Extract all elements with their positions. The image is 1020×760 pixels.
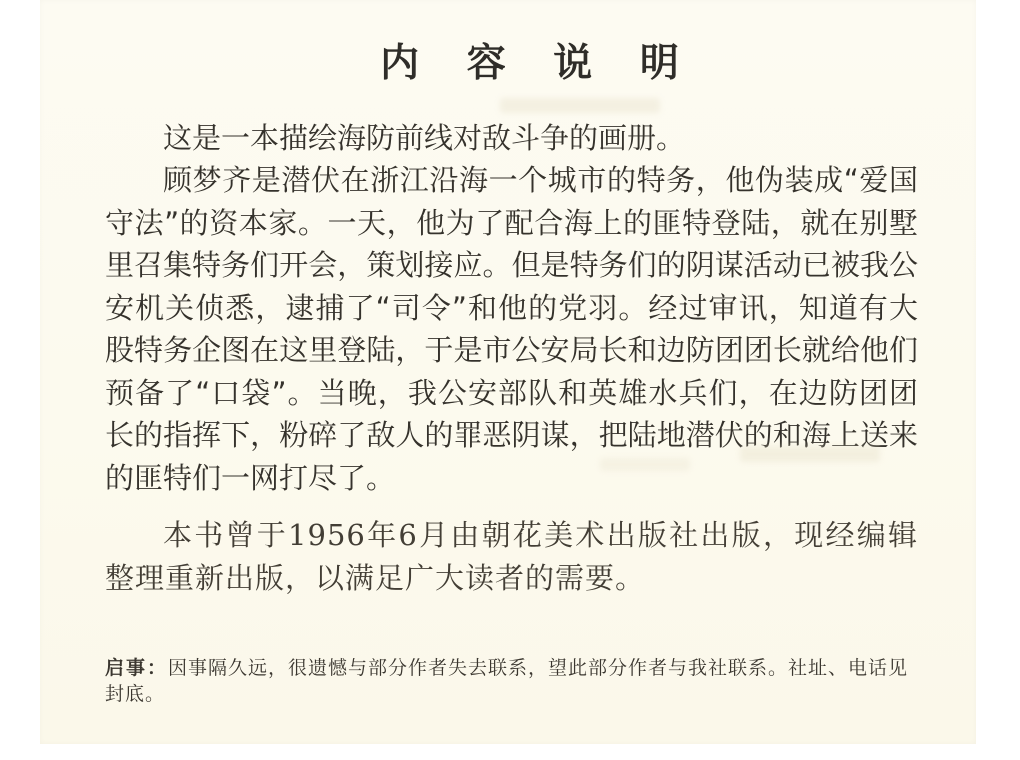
publisher-notice	[105, 655, 925, 707]
notice-text: 因事隔久远，很遗憾与部分作者失去联系，望此部分作者与我社联系。社址、电话见封底。	[105, 657, 909, 705]
content-description-body	[105, 117, 918, 600]
republication-paragraph: 本书曾于1956年6月由朝花美术出版社出版，现经编辑整理重新出版，以满足广大读者的需要。	[105, 518, 918, 595]
synopsis-paragraph: 顾梦齐是潜伏在浙江沿海一个城市的特务，他伪装成“爱国守法”的资本家。一天，他为了配合海上的匪特登陆，就在别墅里召集特务们开会，策划接应。但是特务们的阴谋活动已被我公安机关侦悉，逮捕了“司令”和他的党羽。经过审讯，知道有大股特务企图在这里登陆，于是市公安局长和边防团团长就给他们预备了“口袋”。当晚，我公安部队和英雄水兵们，在边防团团长的指挥下，粉碎了敌人的罪恶阴谋，把陆地潜伏的和海上送来的匪特们一网打尽了。	[105, 163, 918, 495]
intro-paragraph: 这是一本描绘海防前线对敌斗争的画册。	[163, 120, 686, 155]
page-title: 内 容 说 明	[380, 41, 696, 86]
scanned-book-page	[40, 0, 976, 744]
notice-label: 启事：	[105, 657, 169, 679]
bleed-through-artifact	[500, 98, 660, 113]
